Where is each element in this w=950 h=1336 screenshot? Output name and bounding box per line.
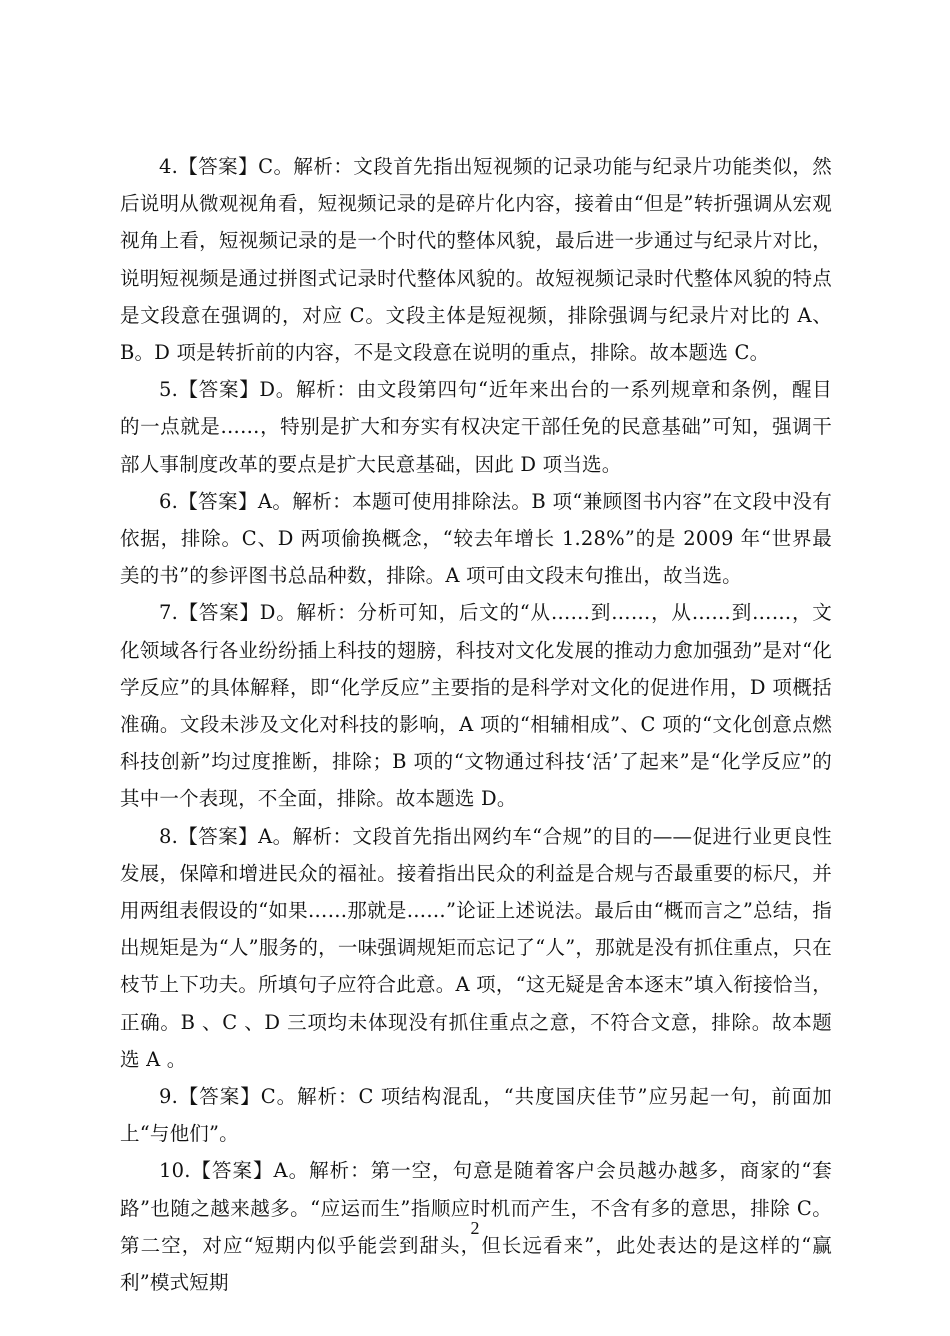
answer-number: 5. — [159, 378, 179, 402]
answer-item-5 — [120, 371, 832, 483]
answer-text: 【答案】D。解析：由文段第四句“近年来出台的一系列规章和条例，醒目的一点就是……，特别是扩大和夯实有权决定干部任免的民意基础”可知，强调干部人事制度改革的要点是扩大民意基础，因此 D 项当选。 — [120, 378, 832, 476]
answer-text: 【答案】A。解析：文段首先指出网约车“合规”的目的——促进行业更良性发展，保障和增进民众的福祉。接着指出民众的利益是合规与否最重要的标尺，并用两组表假设的“如果……那就是……”论证上述说法。最后由“概而言之”总结，指出规矩是为“人”服务的，一味强调规矩而忘记了“人”，那就是没有抓住重点，只在枝节上下功夫。所填句子应符合此意。A 项，“这无疑是舍本逐末”填入衔接恰当，正确。B 、C 、D 三项均未体现没有抓住重点之意，不符合文意，排除。故本题选 A 。 — [120, 824, 832, 1071]
answer-number: 6. — [159, 489, 179, 513]
answer-number: 7. — [159, 601, 179, 625]
answer-number: 8. — [159, 824, 179, 848]
page-number: 2 — [470, 1218, 480, 1238]
answer-text: 【答案】A。解析：第一空，句意是随着客户会员越办越多，商家的“套路”也随之越来越多。“应运而生”指顺应时机而产生，不含有多的意思，排除 C。第二空，对应“短期内似乎能尝到甜头，但长远看来”，此处表达的是这样的“赢利”模式短期 — [120, 1159, 832, 1295]
answer-number: 9. — [159, 1085, 179, 1109]
answer-text: 【答案】C。解析：C 项结构混乱，“共度国庆佳节”应另起一句，前面加上“与他们”。 — [120, 1085, 832, 1146]
answer-text: 【答案】C。解析：文段首先指出短视频的记录功能与纪录片功能类似，然后说明从微观视角看，短视频记录的是碎片化内容，接着由“但是”转折强调从宏观视角上看，短视频记录的是一个时代的整体风貌，最后进一步通过与纪录片对比，说明短视频是通过拼图式记录时代整体风貌的。故短视频记录时代整体风貌的特点是文段意在强调的，对应 C。文段主体是短视频，排除强调与纪录片对比的 A、B。D 项是转折前的内容，不是文段意在说明的重点，排除。故本题选 C。 — [120, 155, 832, 365]
answer-item-4 — [120, 148, 832, 371]
answer-item-9 — [120, 1078, 832, 1152]
answer-number: 10. — [159, 1159, 191, 1183]
answer-item-8 — [120, 818, 832, 1078]
answer-item-6 — [120, 483, 832, 595]
answer-item-7 — [120, 594, 832, 817]
answer-text: 【答案】A。解析：本题可使用排除法。B 项“兼顾图书内容”在文段中没有依据，排除。C、D 两项偷换概念，“较去年增长 1.28%”的是 2009 年“世界最美的书”的参评图书总品种数，排除。A 项可由文段末句推出，故当选。 — [120, 489, 832, 588]
answer-explanations — [120, 148, 832, 1301]
answer-number: 4. — [159, 155, 179, 178]
answer-text: 【答案】D。解析：分析可知，后文的“从……到……，从……到……，文化领域各行各业纷纷插上科技的翅膀，科技对文化发展的推动力愈加强劲”是对“化学反应”的具体解释，即“化学反应”主要指的是科学对文化的促进作用，D 项概括准确。文段未涉及文化对科技的影响，A 项的“相辅相成”、C 项的“文化创意点燃科技创新”均过度推断，排除；B 项的“文物通过科技‘活’了起来”是“化学反应”的其中一个表现，不全面，排除。故本题选 D。 — [120, 601, 832, 811]
